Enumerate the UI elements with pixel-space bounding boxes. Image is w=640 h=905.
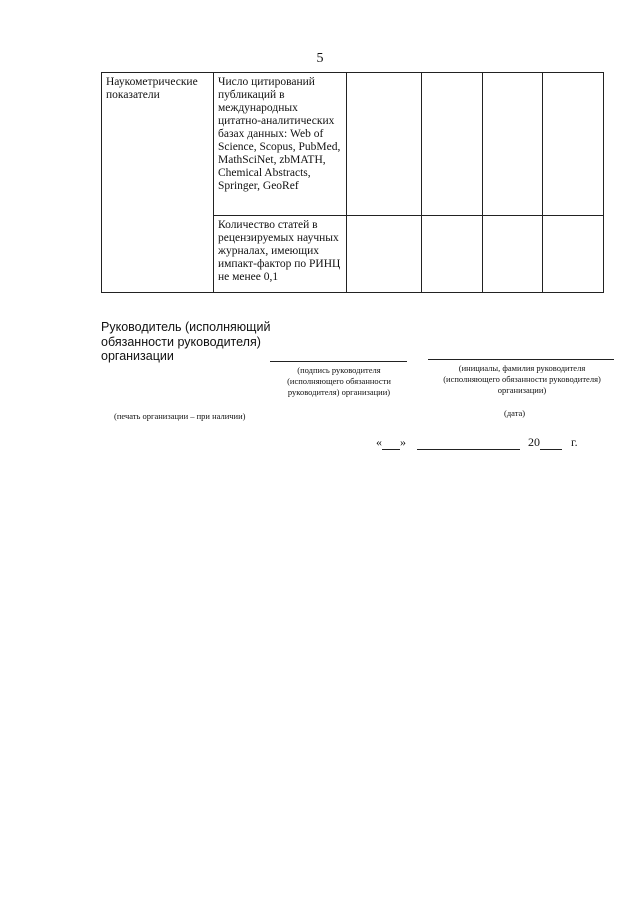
name-line[interactable]: [428, 359, 614, 360]
year-prefix: 20: [528, 435, 540, 449]
indicator-cell: Количество статей в рецензируемых научных журналах, имеющих импакт-фактор по РИНЦ не менее 0,1: [214, 216, 347, 293]
month-blank[interactable]: [417, 437, 520, 450]
head-label: Руководитель (исполняющий обязанности руководителя) организации: [101, 320, 271, 363]
signature-line[interactable]: [270, 361, 407, 362]
year-suffix: г.: [571, 435, 578, 449]
value-cell[interactable]: [483, 216, 543, 293]
value-cell[interactable]: [543, 73, 604, 216]
value-cell[interactable]: [543, 216, 604, 293]
page-number: 5: [316, 51, 324, 66]
value-cell[interactable]: [347, 216, 422, 293]
value-cell[interactable]: [422, 73, 483, 216]
year-blank[interactable]: [540, 437, 562, 450]
date-caption: (дата): [504, 408, 526, 418]
date-close-quote: »: [400, 435, 406, 449]
indicators-table: [101, 72, 604, 293]
value-cell[interactable]: [347, 73, 422, 216]
name-caption: (инициалы, фамилия руководителя (исполняющего обязанности руководителя) организации): [443, 363, 601, 395]
indicator-cell: Число цитирований публикаций в международных цитатно-аналитических базах данных: Web of Science, Scopus, PubMed, MathSciNet, zbMATH, Chemical Abstracts, Springer, GeoRef: [214, 73, 347, 216]
signature-caption: (подпись руководителя (исполняющего обязанности руководителя) организации): [287, 365, 391, 397]
seal-caption: (печать организации – при наличии): [114, 411, 246, 421]
value-cell[interactable]: [422, 216, 483, 293]
day-blank[interactable]: [382, 437, 400, 450]
date-field: [376, 435, 578, 450]
value-cell[interactable]: [483, 73, 543, 216]
category-cell: Наукометрические показатели: [102, 73, 214, 293]
date-open-quote: «: [376, 435, 382, 449]
table-row: [102, 73, 604, 216]
